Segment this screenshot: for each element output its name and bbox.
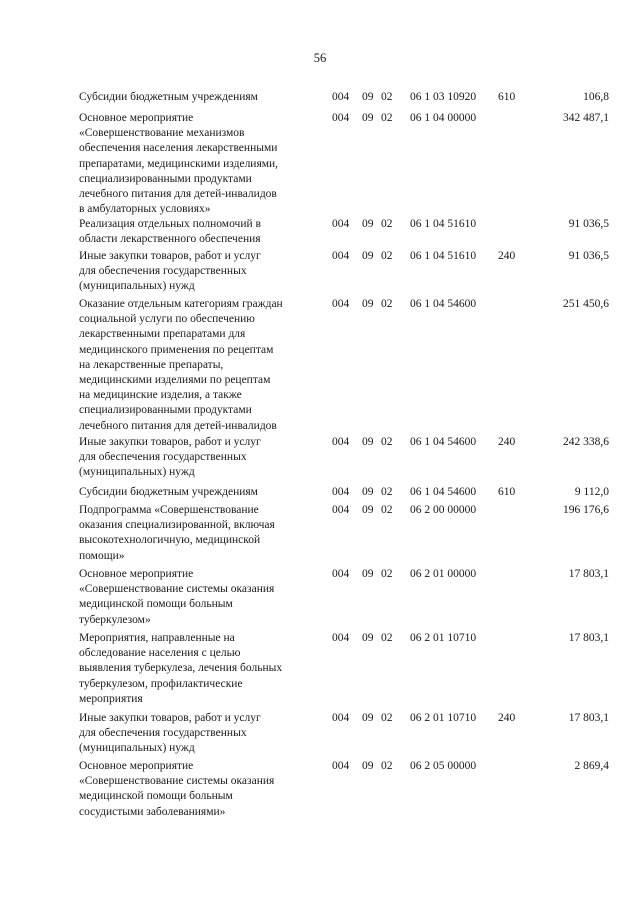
row-name-line: специализированными продуктами [79,172,252,185]
section-code: 09 [362,632,374,644]
row-name-line: медицинской помощи больным [79,790,233,803]
ministry-code: 004 [332,504,350,516]
section-code: 09 [362,568,374,580]
row-name-line: выявления туберкулеза, лечения больных [79,662,283,675]
subsection-code: 02 [381,632,393,644]
row-name-line: мероприятия [79,692,143,705]
expense-type-code: 240 [498,250,516,262]
row-name [79,485,319,500]
row-name-line: области лекарственного обеспечения [79,233,261,246]
target-article-code: 06 1 04 51610 [410,218,477,230]
target-article-code: 06 2 01 10710 [410,712,477,724]
section-code: 09 [362,112,374,124]
subsection-code: 02 [381,568,393,580]
section-code: 09 [362,712,374,724]
target-article-code: 06 2 00 00000 [410,504,477,516]
row-name-line: Подпрограмма «Совершенствование [79,504,259,516]
ministry-code: 004 [332,632,350,644]
ministry-code: 004 [332,218,350,230]
row-name-line: Иные закупки товаров, работ и услуг [79,436,261,448]
subsection-code: 02 [381,91,393,103]
subsection-code: 02 [381,760,393,772]
row-name-line: Иные закупки товаров, работ и услуг [79,250,261,262]
row-name-line: медицинскими изделиями по рецептам [79,374,271,387]
ministry-code: 004 [332,298,350,310]
amount-value: 17 803,1 [568,632,609,644]
expense-type-code: 610 [498,91,516,103]
row-name [79,567,319,628]
row-name [79,249,319,295]
row-name-line: Основное мероприятие [79,112,194,124]
row-name-line: оказания специализированной, включая [79,519,275,532]
page-number: 56 [313,51,327,65]
target-article-code: 06 2 01 00000 [410,568,477,580]
row-name-line: туберкулезом, профилактические [79,677,243,690]
section-code: 09 [362,250,374,262]
target-article-code: 06 2 01 10710 [410,632,477,644]
subsection-code: 02 [381,486,393,498]
target-article-code: 06 1 04 51610 [410,250,477,262]
row-name-line: в амбулаторных условиях» [79,203,211,216]
row-name-line: медицинской помощи больным [79,598,233,611]
ministry-code: 004 [332,436,350,448]
row-name [79,759,319,820]
row-name [79,631,319,707]
row-name-line: Реализация отдельных полномочий в [79,218,261,230]
amount-value: 9 112,0 [574,486,609,498]
target-article-code: 06 1 04 00000 [410,112,477,124]
row-name [79,503,319,564]
row-name [79,217,319,247]
amount-value: 17 803,1 [568,568,609,580]
row-name-line: высокотехнологичную, медицинской [79,534,261,547]
row-name-line: лечебного питания для детей-инвалидов [79,188,277,201]
target-article-code: 06 1 04 54600 [410,486,477,498]
row-name [79,711,319,757]
row-name-line: Субсидии бюджетным учреждениям [79,91,258,103]
amount-value: 342 487,1 [563,112,609,124]
ministry-code: 004 [332,712,350,724]
amount-value: 251 450,6 [563,298,609,310]
row-name-line: Мероприятия, направленные на [79,632,235,644]
row-name-line: лекарственными препаратами для [79,328,246,341]
ministry-code: 004 [332,250,350,262]
row-name-line: «Совершенствование механизмов [79,127,245,140]
subsection-code: 02 [381,436,393,448]
expense-type-code: 610 [498,486,516,498]
subsection-code: 02 [381,504,393,516]
ministry-code: 004 [332,568,350,580]
row-name-line: Субсидии бюджетным учреждениям [79,486,258,498]
row-name-line: на лекарственные препараты, [79,358,224,371]
row-name-line: для обеспечения государственных [79,451,247,464]
section-code: 09 [362,436,374,448]
row-name-line: «Совершенствование системы оказания [79,775,275,788]
row-name-line: на медицинские изделия, а также [79,389,242,402]
amount-value: 196 176,6 [563,504,609,516]
row-name-line: (муниципальных) нужд [79,280,195,293]
target-article-code: 06 2 05 00000 [410,760,477,772]
row-name-line: для обеспечения государственных [79,727,247,740]
ministry-code: 004 [332,91,350,103]
row-name-line: Основное мероприятие [79,568,194,580]
section-code: 09 [362,760,374,772]
expense-type-code: 240 [498,436,516,448]
row-name-line: помощи» [79,549,125,562]
ministry-code: 004 [332,760,350,772]
subsection-code: 02 [381,250,393,262]
row-name-line: (муниципальных) нужд [79,742,195,755]
row-name [79,90,319,105]
amount-value: 106,8 [583,91,609,103]
ministry-code: 004 [332,112,350,124]
row-name [79,111,319,217]
row-name-line: медицинского применения по рецептам [79,343,274,356]
target-article-code: 06 1 03 10920 [410,91,477,103]
amount-value: 242 338,6 [563,436,609,448]
row-name-line: лечебного питания для детей-инвалидов [79,419,277,432]
row-name-line: сосудистыми заболеваниями» [79,805,226,818]
amount-value: 91 036,5 [568,250,609,262]
subsection-code: 02 [381,298,393,310]
target-article-code: 06 1 04 54600 [410,436,477,448]
row-name-line: социальной услуги по обеспечению [79,313,255,326]
section-code: 09 [362,486,374,498]
row-name-line: (муниципальных) нужд [79,466,195,479]
section-code: 09 [362,218,374,230]
expense-type-code: 240 [498,712,516,724]
row-name-line: специализированными продуктами [79,404,252,417]
row-name-line: обеспечения населения лекарственными [79,142,278,155]
ministry-code: 004 [332,486,350,498]
row-name-line: обследование населения с целью [79,647,241,660]
amount-value: 17 803,1 [568,712,609,724]
row-name [79,297,319,434]
row-name-line: туберкулезом» [79,613,151,626]
row-name-line: Основное мероприятие [79,760,194,772]
subsection-code: 02 [381,112,393,124]
subsection-code: 02 [381,712,393,724]
row-name-line: для обеспечения государственных [79,265,247,278]
target-article-code: 06 1 04 54600 [410,298,477,310]
subsection-code: 02 [381,218,393,230]
section-code: 09 [362,298,374,310]
row-name [79,435,319,481]
amount-value: 2 869,4 [574,760,609,772]
row-name-line: «Совершенствование системы оказания [79,583,275,596]
section-code: 09 [362,91,374,103]
section-code: 09 [362,504,374,516]
row-name-line: препаратами, медицинскими изделиями, [79,157,279,170]
amount-value: 91 036,5 [568,218,609,230]
row-name-line: Иные закупки товаров, работ и услуг [79,712,261,724]
row-name-line: Оказание отдельным категориям граждан [79,298,283,310]
